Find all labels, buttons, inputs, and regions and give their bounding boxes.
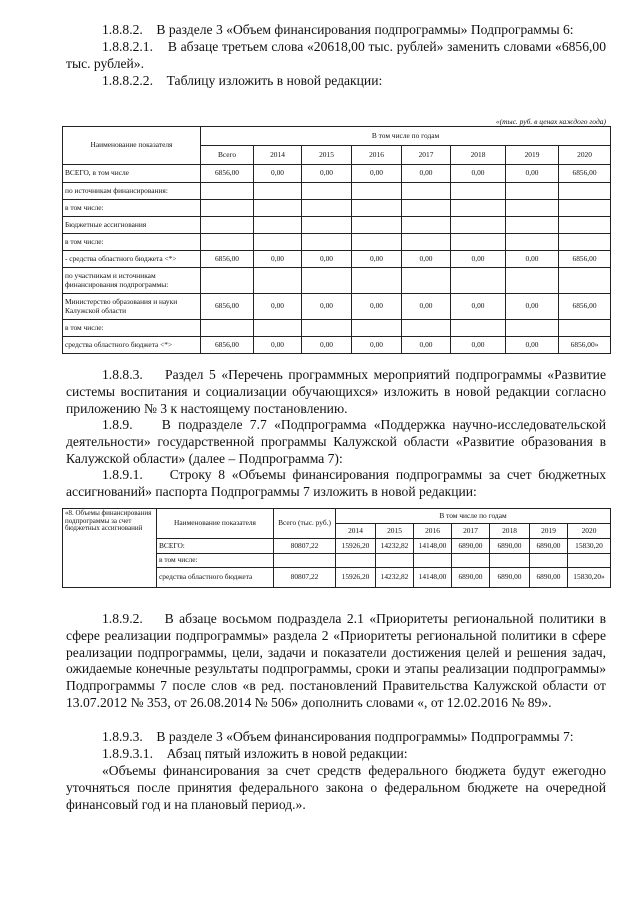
table2-year-header: 2017 xyxy=(452,524,490,539)
table2-cell: 6890,00 xyxy=(530,539,568,554)
table2-cell: 15830,20» xyxy=(568,568,611,588)
paragraph-1-8-8-2: 1.8.8.2. В разделе 3 «Объем финансирования подпрограммы» Подпрограммы 6: xyxy=(102,22,574,37)
table1-cell: 0,00 xyxy=(402,165,451,183)
paragraph-quote: «Объемы финансирования за счет средств федерального бюджета будут ежегодно уточняться после принятия федерального закона о федеральном бюджете на очередной финансовый год и на плановый период.». xyxy=(66,763,606,812)
table1-header-group: В том числе по годам xyxy=(201,127,611,146)
table2-header-group: В том числе по годам xyxy=(336,509,611,524)
table1-cell: 6856,00 xyxy=(559,294,611,320)
table1-cell: 0,00 xyxy=(302,251,352,268)
paragraph-1-8-9-3-1: 1.8.9.3.1. Абзац пятый изложить в новой редакции: xyxy=(102,746,408,761)
table2-year-header: 2018 xyxy=(490,524,530,539)
table1-cell xyxy=(451,200,506,217)
table1-cell: 0,00 xyxy=(302,294,352,320)
table1-row-label: в том числе: xyxy=(63,320,201,337)
table1-cell xyxy=(254,200,302,217)
table2-cell xyxy=(568,554,611,568)
table1-cell xyxy=(201,217,254,234)
table1-cell: 0,00 xyxy=(352,165,402,183)
table2-cell xyxy=(376,554,414,568)
table2-cell: 6890,00 xyxy=(530,568,568,588)
table2-cell: 80807,22 xyxy=(274,539,336,554)
table1-cell: 0,00 xyxy=(302,337,352,354)
table1-cell: 0,00 xyxy=(451,294,506,320)
table2-year-header: 2014 xyxy=(336,524,376,539)
table2-cell xyxy=(530,554,568,568)
table1-cell xyxy=(451,268,506,294)
table2-cell: 15830,20 xyxy=(568,539,611,554)
table1-cell xyxy=(254,234,302,251)
table1-col-header: 2019 xyxy=(506,146,559,165)
table1-cell: 0,00 xyxy=(352,251,402,268)
table1-cell xyxy=(506,268,559,294)
table-row xyxy=(63,268,611,294)
table1-cell xyxy=(302,234,352,251)
table1-cell xyxy=(302,183,352,200)
table1-cell: 6856,00 xyxy=(201,294,254,320)
table1-cell xyxy=(402,183,451,200)
table-row xyxy=(63,234,611,251)
table1-cell: 0,00 xyxy=(402,337,451,354)
table2-header-row-1 xyxy=(63,509,611,524)
table1-col-header: 2015 xyxy=(302,146,352,165)
table1-cell xyxy=(302,217,352,234)
table1-cell xyxy=(402,217,451,234)
table2-cell xyxy=(490,554,530,568)
table1-row-label: Министерство образования и науки Калужской области xyxy=(63,294,201,320)
table1-cell: 6856,00 xyxy=(559,165,611,183)
table1-cell: 0,00 xyxy=(402,251,451,268)
table2-row-label: в том числе: xyxy=(157,554,274,568)
table2-cell xyxy=(336,554,376,568)
table1-cell xyxy=(451,234,506,251)
table1-cell: 0,00 xyxy=(254,337,302,354)
table1-cell xyxy=(559,217,611,234)
table1-cell: 0,00 xyxy=(506,337,559,354)
table2-cell: 6890,00 xyxy=(452,568,490,588)
table2-cell: 6890,00 xyxy=(490,568,530,588)
table1-cell xyxy=(559,320,611,337)
table1-row-label: - средства областного бюджета <*> xyxy=(63,251,201,268)
table1-cell xyxy=(352,320,402,337)
table1-cell xyxy=(506,320,559,337)
table1-cell: 0,00 xyxy=(506,294,559,320)
table1-cell xyxy=(559,268,611,294)
table1-cell: 0,00 xyxy=(352,337,402,354)
financing-table-subprogram-6 xyxy=(62,126,611,354)
table1-cell xyxy=(302,200,352,217)
table1-cell xyxy=(451,183,506,200)
table1-cell xyxy=(352,234,402,251)
table1-cell: 0,00 xyxy=(254,251,302,268)
table2-cell xyxy=(452,554,490,568)
table1-cell: 0,00 xyxy=(506,165,559,183)
table1-cell: 0,00 xyxy=(254,165,302,183)
table1-cell: 0,00 xyxy=(402,294,451,320)
table2-row-label: ВСЕГО: xyxy=(157,539,274,554)
table1-cell: 6856,00 xyxy=(201,337,254,354)
table1-cell xyxy=(254,268,302,294)
paragraph-1-8-9: 1.8.9. В подразделе 7.7 «Подпрограмма «Поддержка научно-исследовательской деятельности» государственной программы Калужской области «Развитие образования в Калужской области» (далее – Подпрограмма 7): xyxy=(66,417,606,466)
table2-cell: 14148,00 xyxy=(414,539,452,554)
table-row xyxy=(63,294,611,320)
table1-cell: 0,00 xyxy=(451,251,506,268)
table1-cell xyxy=(352,217,402,234)
table1-cell xyxy=(506,200,559,217)
table1-cell xyxy=(254,217,302,234)
table2-cell: 6890,00 xyxy=(452,539,490,554)
table1-unit-note: «(тыс. руб. в ценах каждого года) xyxy=(495,117,606,126)
table1-cell xyxy=(201,268,254,294)
table1-col-header: 2016 xyxy=(352,146,402,165)
table2-year-header: 2020 xyxy=(568,524,611,539)
table1-cell xyxy=(201,320,254,337)
table1-header-name: Наименование показателя xyxy=(63,127,201,165)
table2-cell xyxy=(414,554,452,568)
paragraph-1-8-9-1: 1.8.9.1. Строку 8 «Объемы финансирования подпрограммы за счет бюджетных ассигнований» паспорта Подпрограммы 7 изложить в новой редакции: xyxy=(66,467,606,499)
table1-cell: 0,00 xyxy=(451,165,506,183)
table2-cell: 15926,20 xyxy=(336,568,376,588)
table2-cell: 14232,82 xyxy=(376,568,414,588)
table1-cell xyxy=(559,183,611,200)
table1-cell xyxy=(302,320,352,337)
table2-left-label: «8. Объемы финансирования подпрограммы за счет бюджетных ассигнований xyxy=(63,509,157,588)
table1-cell xyxy=(451,217,506,234)
table1-cell xyxy=(254,320,302,337)
table1-col-header: 2017 xyxy=(402,146,451,165)
table2-row-label: средства областного бюджета xyxy=(157,568,274,588)
table1-cell xyxy=(506,183,559,200)
table1-cell xyxy=(506,234,559,251)
table1-row-label: средства областного бюджета <*> xyxy=(63,337,201,354)
table-row xyxy=(63,337,611,354)
table1-cell xyxy=(559,200,611,217)
table1-cell: 6856,00 xyxy=(559,251,611,268)
table-row xyxy=(63,320,611,337)
table1-row-label: по источникам финансирования: xyxy=(63,183,201,200)
table1-row-label: по участникам и источникам финансирования подпрограммы: xyxy=(63,268,201,294)
paragraph-1-8-8-2-1: 1.8.8.2.1. В абзаце третьем слова «20618,00 тыс. рублей» заменить словами «6856,00 тыс. рублей». xyxy=(66,39,606,71)
table2-cell: 14148,00 xyxy=(414,568,452,588)
table1-header-row-1 xyxy=(63,127,611,146)
table1-cell xyxy=(201,200,254,217)
table1-row-label: в том числе: xyxy=(63,200,201,217)
table2-year-header: 2019 xyxy=(530,524,568,539)
paragraph-1-8-9-2: 1.8.9.2. В абзаце восьмом подраздела 2.1 «Приоритеты региональной политики в сфере реализации подпрограммы» раздела 2 «Приоритеты региональной политики в сфере реализации подпрограммы, цели, задачи и показатели достижения целей и решения задач, ожидаемые конечные результаты подпрограммы, сроки и этапы реализации подпрограммы» Подпрограммы 7 после слов «в ред. постановлений Правительства Калужской области от 13.07.2012 № 353, от 26.08.2014 № 506» дополнить словами «, от 12.02.2016 № 89». xyxy=(66,611,606,710)
table1-col-header: 2018 xyxy=(451,146,506,165)
table1-cell xyxy=(201,183,254,200)
paragraph-1-8-8-3: 1.8.8.3. Раздел 5 «Перечень программных мероприятий подпрограммы «Развитие системы воспитания и социализации обучающихся» изложить в новой редакции согласно приложению № 3 к настоящему постановлению. xyxy=(66,367,606,416)
table1-cell xyxy=(559,234,611,251)
paragraph-1-8-8-2-2: 1.8.8.2.2. Таблицу изложить в новой редакции: xyxy=(102,73,383,88)
financing-table-subprogram-7 xyxy=(62,508,611,588)
table2-header-name: Наименование показателя xyxy=(157,509,274,539)
table1-cell xyxy=(352,268,402,294)
table1-cell xyxy=(402,200,451,217)
table1-col-header: Всего xyxy=(201,146,254,165)
table1-cell: 0,00 xyxy=(451,337,506,354)
table1-cell: 0,00 xyxy=(254,294,302,320)
table1-cell xyxy=(352,183,402,200)
table1-cell xyxy=(402,268,451,294)
table1-cell xyxy=(302,268,352,294)
table1-cell xyxy=(451,320,506,337)
table1-cell xyxy=(506,217,559,234)
table2-cell: 15926,20 xyxy=(336,539,376,554)
table1-cell xyxy=(402,234,451,251)
table2-cell: 80807,22 xyxy=(274,568,336,588)
table1-col-header: 2020 xyxy=(559,146,611,165)
table1-cell: 6856,00» xyxy=(559,337,611,354)
table-row xyxy=(63,251,611,268)
table1-row-label: в том числе: xyxy=(63,234,201,251)
table2-cell: 6890,00 xyxy=(490,539,530,554)
table1-cell: 6856,00 xyxy=(201,251,254,268)
table-row xyxy=(63,165,611,183)
table1-row-label: Бюджетные ассигнования xyxy=(63,217,201,234)
table1-cell xyxy=(254,183,302,200)
table2-year-header: 2016 xyxy=(414,524,452,539)
table1-cell: 0,00 xyxy=(352,294,402,320)
table-row xyxy=(63,200,611,217)
table1-cell: 6856,00 xyxy=(201,165,254,183)
table1-cell xyxy=(352,200,402,217)
table-row xyxy=(63,217,611,234)
table2-year-header: 2015 xyxy=(376,524,414,539)
table1-cell: 0,00 xyxy=(506,251,559,268)
table-row xyxy=(63,183,611,200)
table1-cell xyxy=(201,234,254,251)
table1-row-label: ВСЕГО, в том числе xyxy=(63,165,201,183)
table2-cell xyxy=(274,554,336,568)
table1-col-header: 2014 xyxy=(254,146,302,165)
table2-cell: 14232,82 xyxy=(376,539,414,554)
paragraph-1-8-9-3: 1.8.9.3. В разделе 3 «Объем финансирования подпрограммы» Подпрограммы 7: xyxy=(102,729,574,744)
table2-header-total: Всего (тыс. руб.) xyxy=(274,509,336,539)
table1-cell: 0,00 xyxy=(302,165,352,183)
table1-cell xyxy=(402,320,451,337)
